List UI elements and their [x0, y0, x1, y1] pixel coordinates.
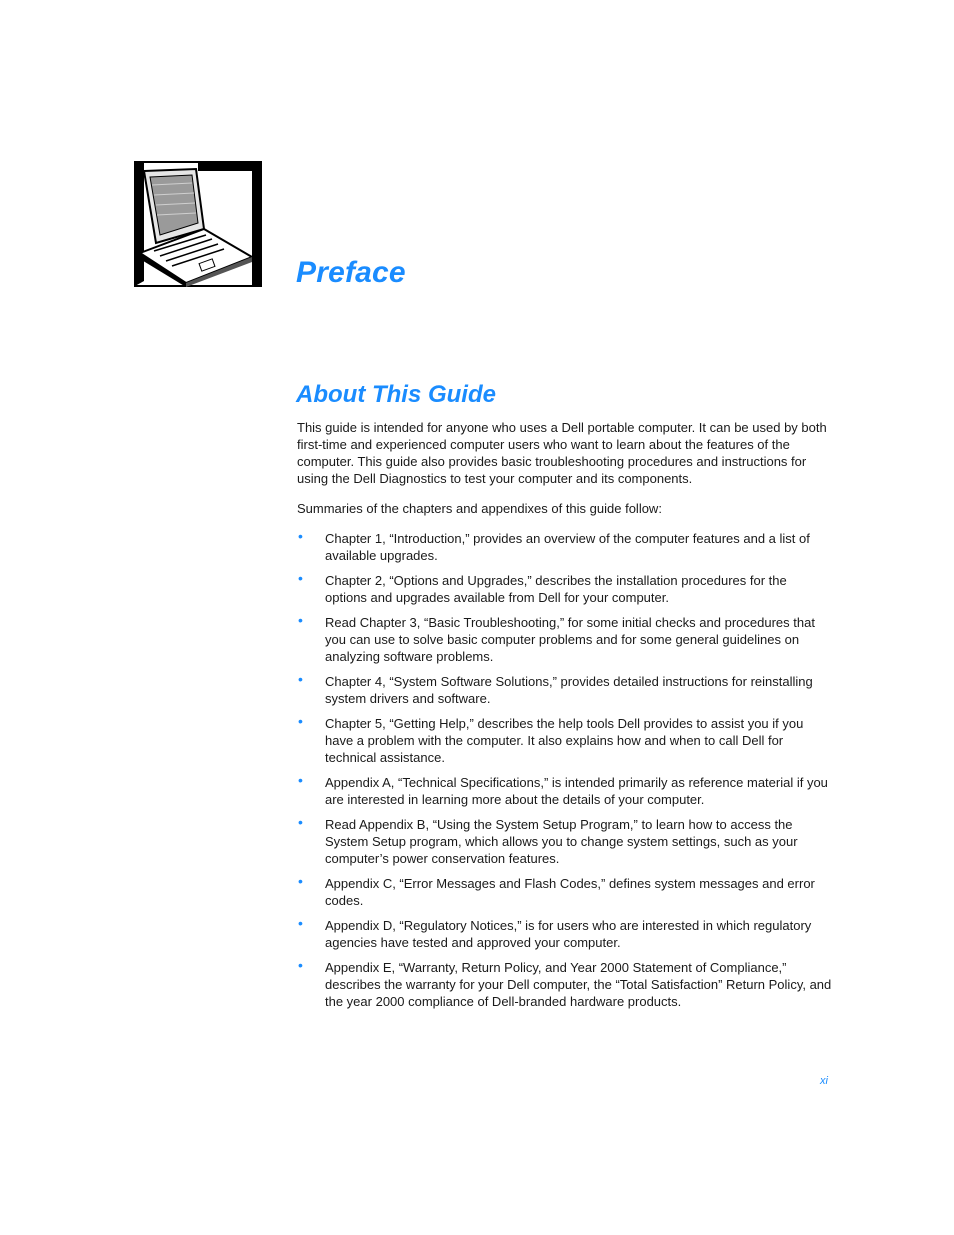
bullet-icon: • — [298, 957, 303, 973]
list-item — [297, 917, 832, 951]
list-item — [297, 816, 832, 867]
intro-paragraph: This guide is intended for anyone who uses a Dell portable computer. It can be used by both first-time and experienced computer users who want to learn about the features of the computer. This guide also provides basic troubleshooting procedures and instructions for using the Dell Diagnostics to test your computer and its components. — [297, 420, 827, 486]
list-item-text: Chapter 1, “Introduction,” provides an overview of the computer features and a list of available upgrades. — [325, 531, 810, 563]
chapter-title: Preface — [296, 256, 406, 289]
list-item-text: Chapter 4, “System Software Solutions,” provides detailed instructions for reinstalling system drivers and software. — [325, 674, 813, 706]
bullet-icon: • — [298, 612, 303, 628]
bullet-icon: • — [298, 528, 303, 544]
list-item-text: Chapter 5, “Getting Help,” describes the help tools Dell provides to assist you if you have a problem with the computer. It also explains how and when to call Dell for technical assistance. — [325, 716, 804, 765]
list-item-text: Read Chapter 3, “Basic Troubleshooting,” for some initial checks and procedures that you can use to solve basic computer problems and for some general guidelines on analyzing software problems. — [325, 615, 815, 664]
list-item — [297, 774, 832, 808]
list-item — [297, 572, 832, 606]
list-item — [297, 959, 832, 1010]
list-item-text: Appendix D, “Regulatory Notices,” is for users who are interested in which regulatory agencies have tested and approved your computer. — [325, 918, 812, 950]
list-item — [297, 715, 832, 766]
chapter-summary-list — [297, 530, 832, 1010]
list-item-text: Appendix E, “Warranty, Return Policy, and Year 2000 Statement of Compliance,” describes the warranty for your Dell computer, the “Total Satisfaction” Return Policy, and the year 2000 compliance of Dell-branded hardware products. — [325, 960, 832, 1009]
bullet-icon: • — [298, 772, 303, 788]
list-item-text: Chapter 2, “Options and Upgrades,” describes the installation procedures for the options and upgrades available from Dell for your computer. — [325, 573, 787, 605]
bullet-icon: • — [298, 915, 303, 931]
summary-lead-paragraph: Summaries of the chapters and appendixes of this guide follow: — [297, 501, 662, 516]
section-title: About This Guide — [296, 381, 496, 408]
bullet-icon: • — [298, 814, 303, 830]
laptop-icon — [134, 161, 262, 287]
list-item — [297, 614, 832, 665]
list-item — [297, 875, 832, 909]
bullet-icon: • — [298, 671, 303, 687]
bullet-icon: • — [298, 570, 303, 586]
section-body — [297, 419, 832, 1018]
bullet-icon: • — [298, 713, 303, 729]
page-number: xi — [820, 1075, 828, 1087]
list-item-text: Read Appendix B, “Using the System Setup Program,” to learn how to access the System Setup program, which allows you to change system settings, such as your computer’s power conservation features. — [325, 817, 798, 866]
list-item — [297, 673, 832, 707]
list-item — [297, 530, 832, 564]
list-item-text: Appendix A, “Technical Specifications,” is intended primarily as reference material if you are interested in learning more about the details of your computer. — [325, 775, 828, 807]
list-item-text: Appendix C, “Error Messages and Flash Codes,” defines system messages and error codes. — [325, 876, 815, 908]
bullet-icon: • — [298, 873, 303, 889]
